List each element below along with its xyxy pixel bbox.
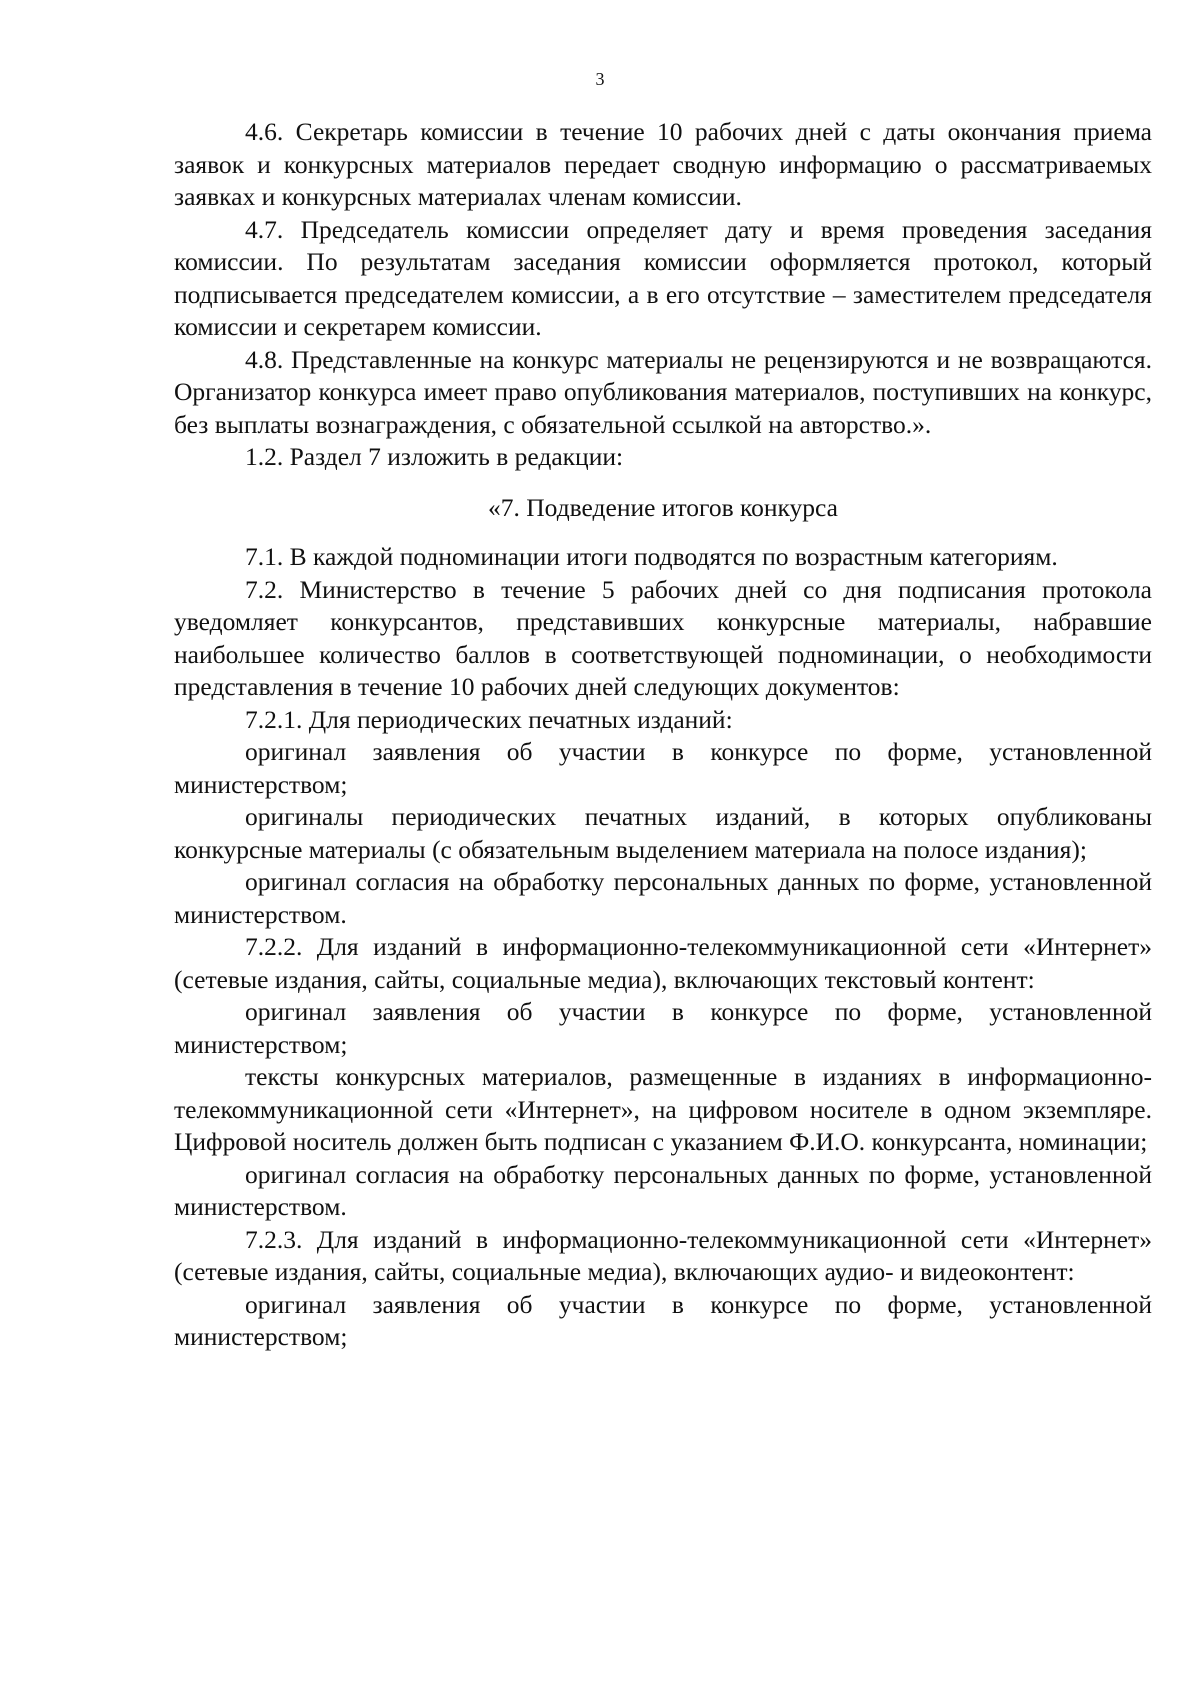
list-item: оригинал заявления об участии в конкурсе по форме, установленной министерством; <box>174 997 1152 1059</box>
list-item: оригинал заявления об участии в конкурсе по форме, установленной министерством; <box>174 1289 1152 1351</box>
paragraph-4-8: 4.8. Представленные на конкурс материалы не рецензируются и не возвращаются. Организатор конкурса имеет право опубликования материалов, поступивших на конкурс, без выплаты вознаграждения, с обязательной ссылкой на авторство.». <box>174 344 1152 439</box>
paragraph-1-2: 1.2. Раздел 7 изложить в редакции: <box>245 442 624 471</box>
document-body <box>174 116 1152 1354</box>
list-item: тексты конкурсных материалов, размещенные в изданиях в информационно-телекоммуникационной сети «Интернет», на цифровом носителе в одном экземпляре. Цифровой носитель должен быть подписан с указанием Ф.И.О. конкурсанта, номинации; <box>174 1062 1152 1156</box>
paragraph-7-2-2: 7.2.2. Для изданий в информационно-телекоммуникационной сети «Интернет» (сетевые издания, сайты, социальные медиа), включающих текстовый контент: <box>174 932 1152 994</box>
paragraph-4-6: 4.6. Секретарь комиссии в течение 10 рабочих дней с даты окончания приема заявок и конкурсных материалов передает сводную информацию о рассматриваемых заявках и конкурсных материалах членам комиссии. <box>174 117 1152 211</box>
list-item: оригинал согласия на обработку персональных данных по форме, установленной министерством. <box>174 867 1152 929</box>
page-number: 3 <box>595 69 605 89</box>
list-item: оригинал согласия на обработку персональных данных по форме, установленной министерством. <box>174 1159 1152 1221</box>
paragraph-7-2: 7.2. Министерство в течение 5 рабочих дней со дня подписания протокола уведомляет конкурсантов, представивших конкурсные материалы, набравшие наибольшее количество баллов в соответствующей подноминации, о необходимости представления в течение 10 рабочих дней следующих документов: <box>174 574 1152 701</box>
paragraph-7-1: 7.1. В каждой подноминации итоги подводятся по возрастным категориям. <box>245 542 1058 571</box>
section-heading: «7. Подведение итогов конкурса <box>488 492 838 522</box>
list-item: оригиналы периодических печатных изданий, в которых опубликованы конкурсные материалы (с обязательным выделением материала на полосе издания); <box>174 802 1152 864</box>
paragraph-7-2-1: 7.2.1. Для периодических печатных изданий: <box>245 704 733 734</box>
paragraph-4-7: 4.7. Председатель комиссии определяет дату и время проведения заседания комиссии. По результатам заседания комиссии оформляется протокол, который подписывается председателем комиссии, а в его отсутствие – заместителем председателя комиссии и секретарем комиссии. <box>174 214 1152 341</box>
list-item: оригинал заявления об участии в конкурсе по форме, установленной министерством; <box>174 737 1152 799</box>
paragraph-7-2-3: 7.2.3. Для изданий в информационно-телекоммуникационной сети «Интернет» (сетевые издания, сайты, социальные медиа), включающих аудио- и видеоконтент: <box>174 1224 1152 1286</box>
